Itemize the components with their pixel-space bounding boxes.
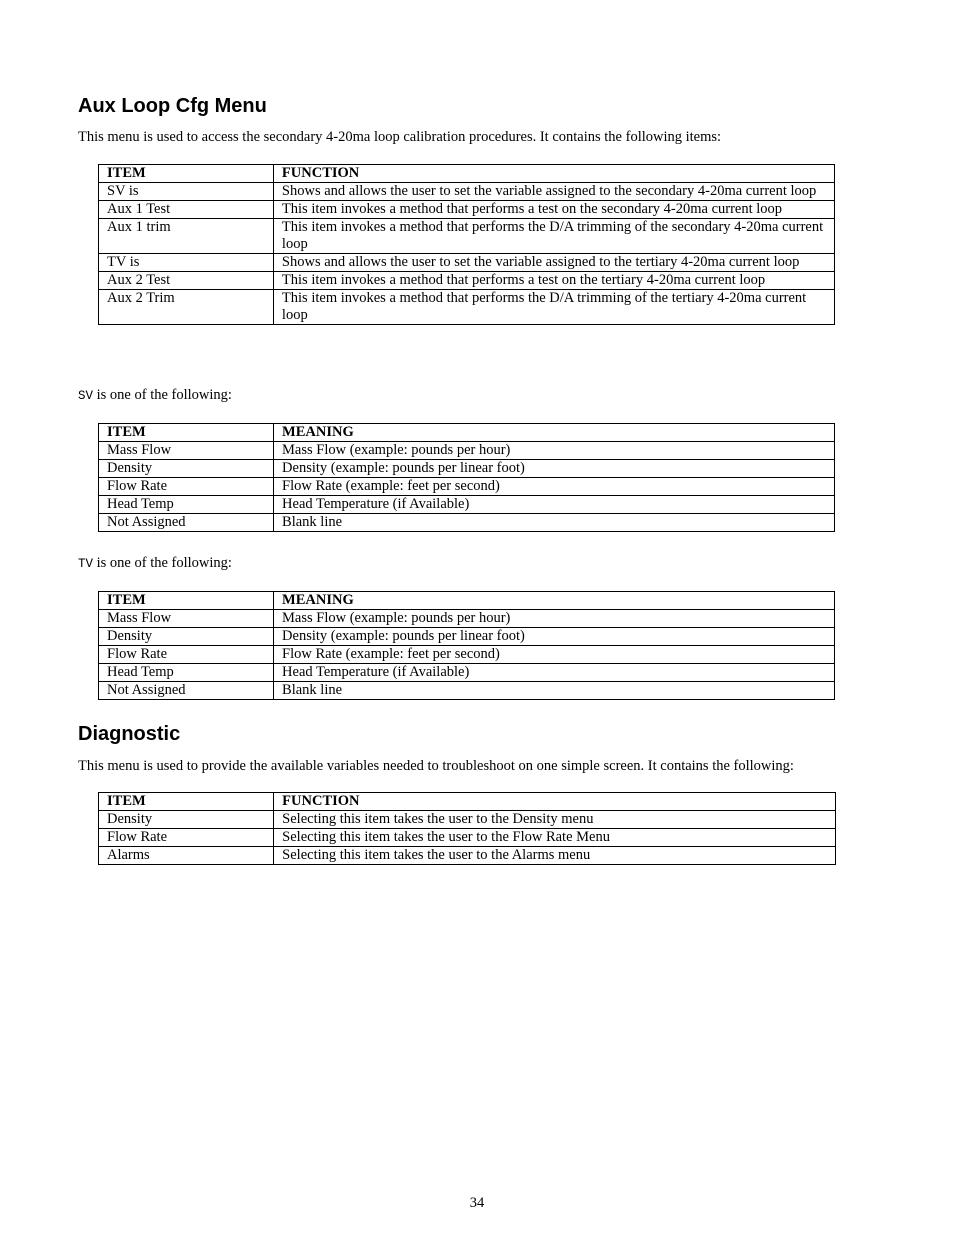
table-row	[99, 254, 835, 272]
table-cell-item: Flow Rate	[99, 646, 274, 664]
table-row	[99, 496, 835, 514]
table-cell-description: This item invokes a method that performs the D/A trimming of the secondary 4-20ma current loop	[273, 219, 834, 254]
table-cell-description: Shows and allows the user to set the variable assigned to the secondary 4-20ma current loop	[273, 183, 834, 201]
table-cell-description: This item invokes a method that performs the D/A trimming of the tertiary 4-20ma current loop	[273, 290, 834, 325]
table-cell-description: Selecting this item takes the user to the Flow Rate Menu	[274, 829, 836, 847]
table-cell-description: Density (example: pounds per linear foot)	[274, 460, 835, 478]
table-cell-item: Flow Rate	[99, 478, 274, 496]
table-header-function: FUNCTION	[273, 165, 834, 183]
table-cell-item: Density	[99, 460, 274, 478]
table-header-row	[99, 424, 835, 442]
aux-loop-heading: Aux Loop Cfg Menu	[78, 95, 267, 117]
table-cell-item: Not Assigned	[99, 514, 274, 532]
table-cell-description: Blank line	[274, 682, 835, 700]
table-cell-description: This item invokes a method that performs a test on the secondary 4-20ma current loop	[273, 201, 834, 219]
table-row	[99, 610, 835, 628]
table-cell-description: This item invokes a method that performs a test on the tertiary 4-20ma current loop	[273, 272, 834, 290]
tv-code: TV	[78, 557, 94, 571]
aux-loop-intro: This menu is used to access the secondary 4-20ma loop calibration procedures. It contains the following items:	[78, 129, 722, 145]
table-cell-item: SV is	[99, 183, 274, 201]
table-cell-item: TV is	[99, 254, 274, 272]
table-row	[99, 847, 836, 865]
tv-text: is one of the following:	[93, 555, 232, 571]
table-cell-description: Selecting this item takes the user to the Alarms menu	[274, 847, 836, 865]
sv-text: is one of the following:	[93, 387, 232, 403]
table-row	[99, 628, 835, 646]
table-row	[99, 664, 835, 682]
table-header-row	[99, 793, 836, 811]
table-row	[99, 682, 835, 700]
table-cell-description: Flow Rate (example: feet per second)	[274, 478, 835, 496]
table-cell-item: Density	[99, 628, 274, 646]
table-cell-item: Aux 1 trim	[99, 219, 274, 254]
table-cell-item: Head Temp	[99, 664, 274, 682]
table-header-item: ITEM	[99, 592, 274, 610]
table-cell-description: Head Temperature (if Available)	[274, 664, 835, 682]
table-row	[99, 829, 836, 847]
tv-description	[78, 554, 232, 573]
table-cell-item: Aux 2 Test	[99, 272, 274, 290]
table-cell-description: Shows and allows the user to set the variable assigned to the tertiary 4-20ma current loop	[273, 254, 834, 272]
table-cell-description: Flow Rate (example: feet per second)	[274, 646, 835, 664]
table-cell-item: Mass Flow	[99, 610, 274, 628]
table-cell-description: Selecting this item takes the user to the Density menu	[274, 811, 836, 829]
table-header-item: ITEM	[99, 424, 274, 442]
table-row	[99, 272, 835, 290]
table-row	[99, 442, 835, 460]
table-cell-item: Mass Flow	[99, 442, 274, 460]
table-header-function: FUNCTION	[274, 793, 836, 811]
table-row	[99, 811, 836, 829]
table-row	[99, 514, 835, 532]
tv-table	[98, 591, 835, 700]
table-cell-item: Aux 1 Test	[99, 201, 274, 219]
table-cell-description: Mass Flow (example: pounds per hour)	[274, 610, 835, 628]
table-cell-item: Aux 2 Trim	[99, 290, 274, 325]
table-header-meaning: MEANING	[274, 424, 835, 442]
table-row	[99, 219, 835, 254]
table-cell-item: Head Temp	[99, 496, 274, 514]
aux-loop-table	[98, 164, 835, 325]
sv-code: SV	[78, 389, 94, 403]
page-number: 34	[469, 1195, 485, 1211]
table-row	[99, 201, 835, 219]
sv-description	[78, 386, 232, 405]
table-cell-description: Blank line	[274, 514, 835, 532]
table-cell-item: Density	[99, 811, 274, 829]
table-header-item: ITEM	[99, 793, 274, 811]
table-header-meaning: MEANING	[274, 592, 835, 610]
table-header-row	[99, 165, 835, 183]
table-cell-description: Mass Flow (example: pounds per hour)	[274, 442, 835, 460]
table-row	[99, 460, 835, 478]
diagnostic-intro: This menu is used to provide the available variables needed to troubleshoot on one simple screen. It contains the following:	[78, 758, 794, 774]
table-row	[99, 183, 835, 201]
diagnostic-table	[98, 792, 836, 865]
table-cell-description: Density (example: pounds per linear foot)	[274, 628, 835, 646]
table-row	[99, 478, 835, 496]
table-cell-item: Not Assigned	[99, 682, 274, 700]
table-cell-item: Alarms	[99, 847, 274, 865]
diagnostic-heading: Diagnostic	[78, 723, 181, 745]
sv-table	[98, 423, 835, 532]
table-row	[99, 290, 835, 325]
table-header-row	[99, 592, 835, 610]
table-cell-description: Head Temperature (if Available)	[274, 496, 835, 514]
table-cell-item: Flow Rate	[99, 829, 274, 847]
table-row	[99, 646, 835, 664]
table-header-item: ITEM	[99, 165, 274, 183]
